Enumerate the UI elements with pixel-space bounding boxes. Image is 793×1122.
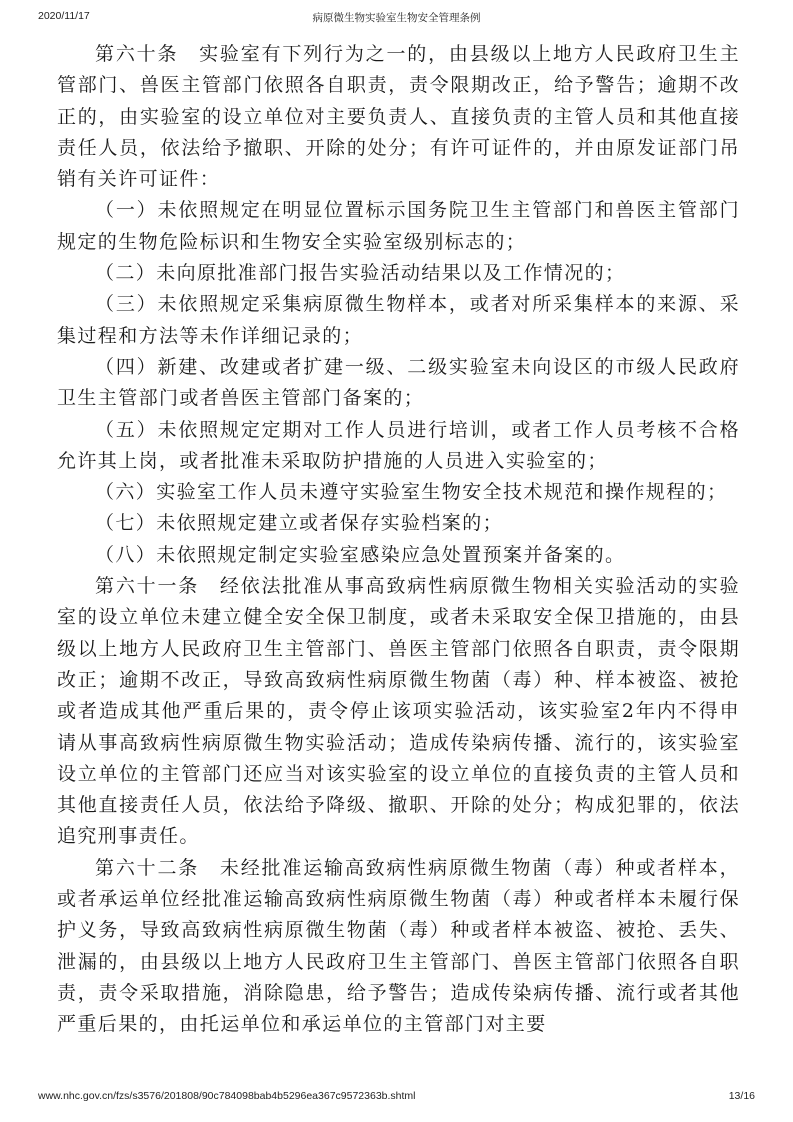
article-60-item-1: （一）未依照规定在明显位置标示国务院卫生主管部门和兽医主管部门规定的生物危险标识和生物安全实验室级别标志的； xyxy=(57,199,740,253)
article-60-item-2: （二）未向原批准部门报告实验活动结果以及工作情况的； xyxy=(95,262,626,285)
print-footer xyxy=(38,1090,755,1106)
print-header xyxy=(38,10,755,26)
page-number: 13/16 xyxy=(728,1090,755,1102)
article-60: 第六十条 实验室有下列行为之一的，由县级以上地方人民政府卫生主管部门、兽医主管部门依照各自职责，责令限期改正，给予警告；逾期不改正的，由实验室的设立单位对主要负责人、直接负责的主管人员和其他直接责任人员，依法给予撤职、开除的处分；有许可证件的，并由原发证部门吊销有关许可证件： xyxy=(57,43,740,191)
regulation-body xyxy=(57,39,740,1041)
document-title: 病原微生物实验室生物安全管理条例 xyxy=(312,12,481,24)
article-60-item-3: （三）未依照规定采集病原微生物样本，或者对所采集样本的来源、采集过程和方法等未作详细记录的； xyxy=(57,293,740,347)
article-60-item-6: （六）实验室工作人员未遵守实验室生物安全技术规范和操作规程的； xyxy=(95,481,728,504)
article-60-item-7: （七）未依照规定建立或者保存实验档案的； xyxy=(95,512,504,535)
source-url: www.nhc.gov.cn/fzs/s3576/201808/90c784098bab4b5296ea367c9572363b.shtml xyxy=(38,1090,416,1102)
print-date: 2020/11/17 xyxy=(38,10,90,22)
article-60-item-5: （五）未依照规定定期对工作人员进行培训，或者工作人员考核不合格允许其上岗，或者批准未采取防护措施的人员进入实验室的； xyxy=(57,418,740,472)
article-62: 第六十二条 未经批准运输高致病性病原微生物菌（毒）种或者样本，或者承运单位经批准运输高致病性病原微生物菌（毒）种或者样本未履行保护义务，导致高致病性病原微生物菌（毒）种或者样本被盗、被抢、丢失、泄漏的，由县级以上地方人民政府卫生主管部门、兽医主管部门依照各自职责，责令采取措施，消除隐患，给予警告；造成传染病传播、流行或者其他严重后果的，由托运单位和承运单位的主管部门对主要 xyxy=(57,856,740,1036)
article-60-item-8: （八）未依照规定制定实验室感染应急处置预案并备案的。 xyxy=(95,543,626,566)
article-61: 第六十一条 经依法批准从事高致病性病原微生物相关实验活动的实验室的设立单位未建立健全安全保卫制度，或者未采取安全保卫措施的，由县级以上地方人民政府卫生主管部门、兽医主管部门依照各自职责，责令限期改正；逾期不改正，导致高致病性病原微生物菌（毒）种、样本被盗、被抢或者造成其他严重后果的，责令停止该项实验活动，该实验室2年内不得申请从事高致病性病原微生物实验活动；造成传染病传播、流行的，该实验室设立单位的主管部门还应当对该实验室的设立单位的直接负责的主管人员和其他直接责任人员，依法给予降级、撤职、开除的处分；构成犯罪的，依法追究刑事责任。 xyxy=(57,575,740,848)
article-60-item-4: （四）新建、改建或者扩建一级、二级实验室未向设区的市级人民政府卫生主管部门或者兽医主管部门备案的； xyxy=(57,355,740,410)
